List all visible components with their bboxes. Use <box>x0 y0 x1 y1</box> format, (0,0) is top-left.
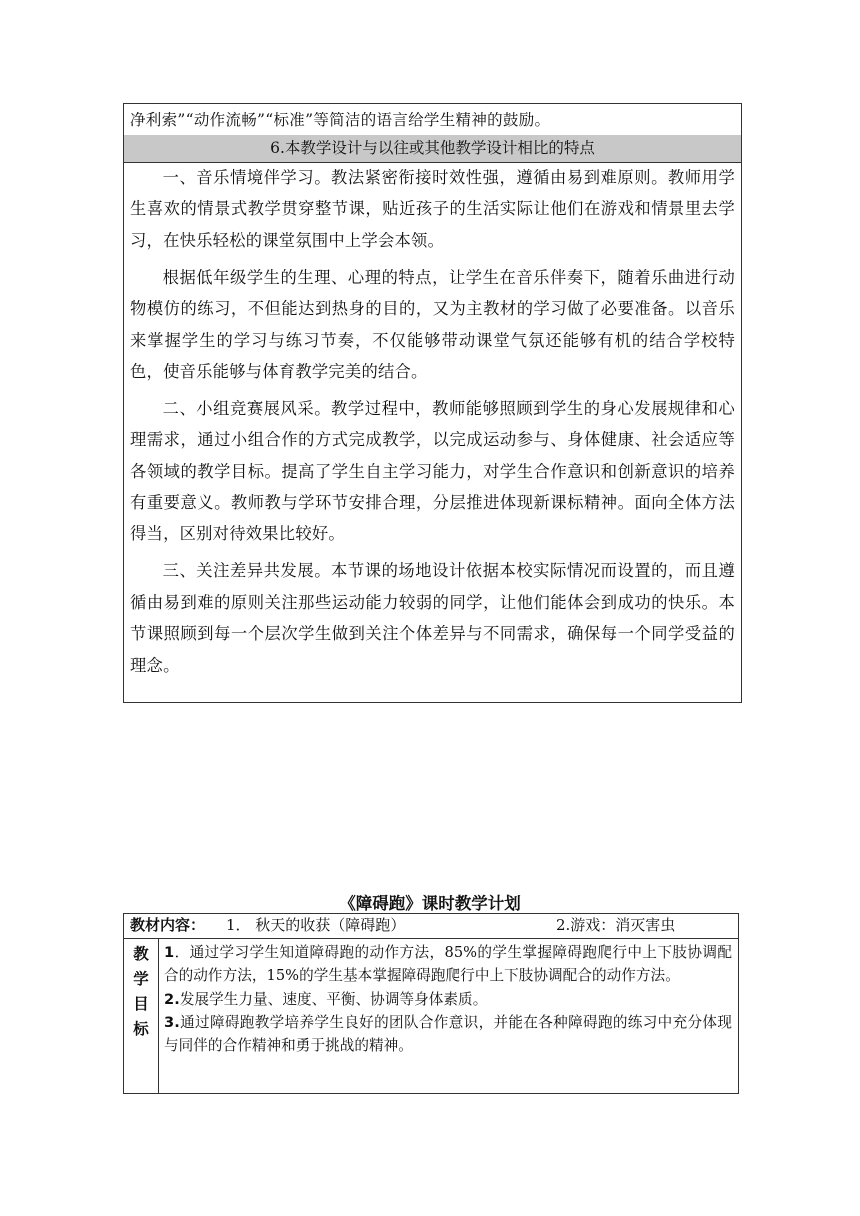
objective-text: 通过障碍跑教学培养学生良好的团队合作意识，并能在各种障碍跑的练习中充分体现与同伴的合作精神和勇于挑战的精神。 <box>164 1013 732 1055</box>
content-row <box>124 914 738 939</box>
objectives-label-char: 目 <box>133 995 149 1013</box>
objective-item <box>164 1011 732 1058</box>
objective-number: 1 <box>164 944 175 961</box>
paragraph: 三、关注差异共发展。本节课的场地设计依据本校实际情况而设置的，而且遵循由易到难的原则关注那些运动能力较弱的同学，让他们能体会到成功的快乐。本节课照顾到每一个层次学生做到关注个体差异与不同需求，确保每一个同学受益的理念。 <box>130 561 735 675</box>
section-heading: 6.本教学设计与以往或其他教学设计相比的特点 <box>124 135 741 163</box>
objective-item <box>164 988 732 1011</box>
objective-number: 2. <box>164 990 180 1008</box>
objectives-label-char: 标 <box>133 1020 149 1038</box>
section-body <box>130 162 735 681</box>
continuation-row <box>124 104 741 136</box>
plan-title: 《障碍跑》课时教学计划 <box>339 894 521 913</box>
objective-text: ．通过学习学生知道障碍跑的动作方法，85%的学生掌握障碍跑爬行中上下肢协调配合的动作方法，15%的学生基本掌握障碍跑爬行中上下肢协调配合的动作方法。 <box>164 944 732 985</box>
continuation-text: 净利索”“动作流畅”“标准”等简洁的语言给学生精神的鼓励。 <box>130 111 551 129</box>
objective-number: 3. <box>164 1013 180 1031</box>
paragraph: 二、小组竞赛展风采。教学过程中，教师能够照顾到学生的身心发展规律和心理需求，通过小组合作的方式完成教学，以完成运动参与、身体健康、社会适应等各领域的教学目标。提高了学生自主学习能力，对学生合作意识和创新意识的培养有重要意义。教师教与学环节安排合理，分层推进体现新课标精神。面向全体方法得当，区别对待效果比较好。 <box>130 398 735 544</box>
lesson-plan-table <box>123 913 739 1094</box>
content-label: 教材内容： <box>130 916 206 934</box>
objective-item <box>164 941 732 988</box>
content-item: 2.游戏：消灭害虫 <box>556 916 676 934</box>
paragraph: 根据低年级学生的生理、心理的特点，让学生在音乐伴奏下，随着乐曲进行动物模仿的练习，不但能达到热身的目的，又为主教材的学习做了必要准备。以音乐来掌握学生的学习与练习节奏，不仅能够带动课堂气氛还能够有机的结合学校特色，使音乐能够与体育教学完美的结合。 <box>130 267 735 381</box>
teaching-design-table <box>123 103 742 703</box>
objective-text: 发展学生力量、速度、平衡、协调等身体素质。 <box>179 990 488 1008</box>
objectives-body <box>164 941 732 1057</box>
paragraph: 一、音乐情境伴学习。教法紧密衔接时效性强，遵循由易到难原则。教师用学生喜欢的情景式教学贯穿整节课，贴近孩子的生活实际让他们在游戏和情景里去学习，在快乐轻松的课堂氛围中上学会本领。 <box>130 168 735 250</box>
objectives-label-char: 学 <box>133 970 149 988</box>
content-item: 1． 秋天的收获（障碍跑） <box>226 916 406 934</box>
objectives-label-char: 教 <box>133 945 149 963</box>
objectives-label <box>124 938 159 1094</box>
